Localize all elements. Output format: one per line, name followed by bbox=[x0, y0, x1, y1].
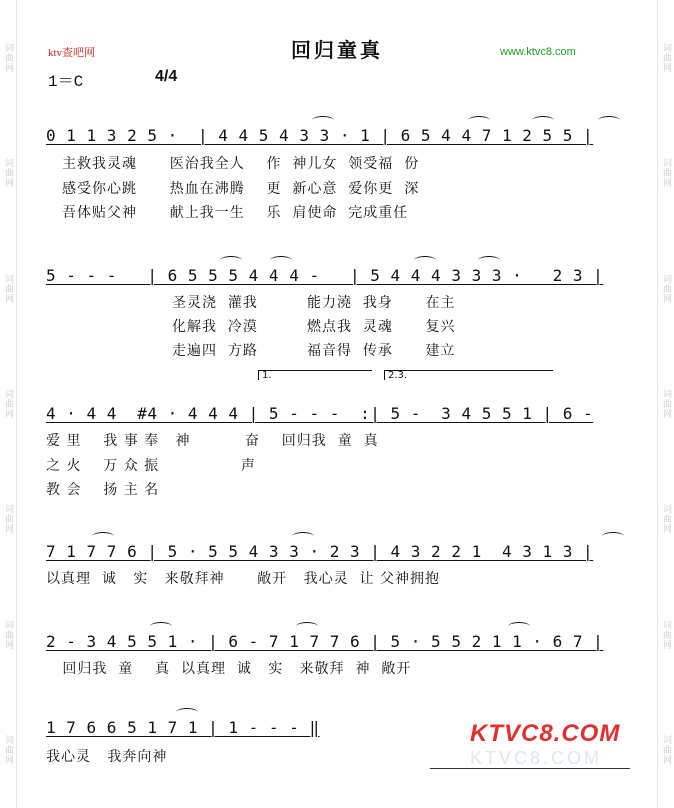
tie-mark bbox=[414, 256, 436, 265]
volta-second-ending: 2.3. bbox=[384, 370, 553, 380]
left-watermark-2: 词曲网 bbox=[3, 158, 13, 189]
lyric-row-2-verse-2: 化解我 冷漠 燃点我 灵魂 复兴 bbox=[172, 319, 456, 335]
tie-mark bbox=[532, 116, 554, 125]
site-label: ktv查吧网 bbox=[48, 47, 96, 59]
tie-mark bbox=[468, 116, 490, 125]
right-watermark-1: 词曲网 bbox=[661, 42, 671, 73]
right-watermark-strip bbox=[657, 0, 674, 808]
right-watermark-4: 词曲网 bbox=[661, 388, 671, 419]
left-watermark-1: 词曲网 bbox=[3, 42, 13, 73]
lyric-row-2-verse-1: 圣灵浇 灌我 能力澆 我身 在主 bbox=[172, 295, 456, 311]
notation-row-4: 7 1 7 7 6 | 5 · 5 5 4 3 3 · 2 3 | 4 3 2 2 1 4 3 1 3 | bbox=[46, 542, 594, 561]
notation-row-6: 1 7 6 6 5 1 7 1 | 1 - - - ‖ bbox=[46, 718, 320, 737]
left-watermark-strip bbox=[0, 0, 17, 808]
tie-mark bbox=[292, 532, 314, 541]
site-logo-reflection: KTVC8.COM bbox=[470, 748, 603, 768]
right-watermark-6: 词曲网 bbox=[661, 619, 671, 650]
tie-mark bbox=[598, 116, 620, 125]
right-watermark-2: 词曲网 bbox=[661, 158, 671, 189]
left-watermark-7: 词曲网 bbox=[3, 735, 13, 766]
tie-mark bbox=[478, 256, 500, 265]
lyric-row-2-verse-3: 走遍四 方路 福音得 传承 建立 bbox=[172, 343, 456, 359]
lyric-row-1-verse-2: 感受你心跳 热血在沸腾 更 新心意 爱你更 深 bbox=[62, 181, 420, 197]
lyric-row-4: 以真理 诚 实 来敬拜神 敞开 我心灵 让 父神拥抱 bbox=[46, 571, 441, 587]
tie-mark bbox=[220, 256, 242, 265]
notation-row-1: 0 1 1 3 2 5 · | 4 4 5 4 3 3 · 1 | 6 5 4 4 7 1 2 5 5 | bbox=[46, 126, 594, 145]
left-watermark-6: 词曲网 bbox=[3, 619, 13, 650]
notation-row-5: 2 - 3 4 5 5 1 · | 6 - 7 1 7 7 6 | 5 · 5 5 2 1 1 · 6 7 | bbox=[46, 632, 604, 651]
right-watermark-5: 词曲网 bbox=[661, 504, 671, 535]
tie-mark bbox=[312, 116, 334, 125]
left-watermark-3: 词曲网 bbox=[3, 273, 13, 304]
site-logo: KTVC8.COM bbox=[470, 720, 621, 747]
tie-mark bbox=[270, 256, 292, 265]
right-watermark-7: 词曲网 bbox=[661, 735, 671, 766]
tie-mark bbox=[508, 622, 530, 631]
lyric-row-5: 回归我 童 真 以真理 诚 实 来敬拜 神 敞开 bbox=[46, 661, 412, 677]
tie-mark bbox=[602, 532, 624, 541]
lyric-row-3-verse-2: 之 火 万 众 振 声 bbox=[46, 458, 256, 474]
tie-mark bbox=[296, 622, 318, 631]
time-signature: 4/4 bbox=[155, 68, 178, 85]
tie-mark bbox=[150, 622, 172, 631]
volta-first-ending: 1. bbox=[258, 370, 372, 380]
right-watermark-3: 词曲网 bbox=[661, 273, 671, 304]
key-signature: 1＝C bbox=[48, 73, 84, 91]
tie-mark bbox=[176, 708, 198, 717]
notation-row-2: 5 - - - | 6 5 5 5 4 4 4 - | 5 4 4 4 3 3 3 · 2 3 | bbox=[46, 266, 604, 285]
footer-divider bbox=[430, 768, 630, 769]
lyric-row-6: 我心灵 我奔向神 bbox=[46, 749, 168, 765]
site-url: www.ktvc8.com bbox=[500, 46, 576, 58]
left-watermark-4: 词曲网 bbox=[3, 388, 13, 419]
lyric-row-3-verse-1: 爱 里 我 事 奉 神 奋 回归我 童 真 bbox=[46, 433, 379, 449]
tie-mark bbox=[92, 532, 114, 541]
lyric-row-3-verse-3: 教 会 扬 主 名 bbox=[46, 482, 160, 498]
left-watermark-5: 词曲网 bbox=[3, 504, 13, 535]
song-title: 回归童真 bbox=[291, 38, 383, 62]
notation-row-3: 4 · 4 4 #4 · 4 4 4 | 5 - - - :| 5 - 3 4 5 5 1 | 6 - bbox=[46, 404, 594, 423]
lyric-row-1-verse-3: 吾体贴父神 献上我一生 乐 肩使命 完成重任 bbox=[62, 205, 409, 221]
lyric-row-1-verse-1: 主救我灵魂 医治我全人 作 神儿女 领受福 份 bbox=[62, 156, 420, 172]
